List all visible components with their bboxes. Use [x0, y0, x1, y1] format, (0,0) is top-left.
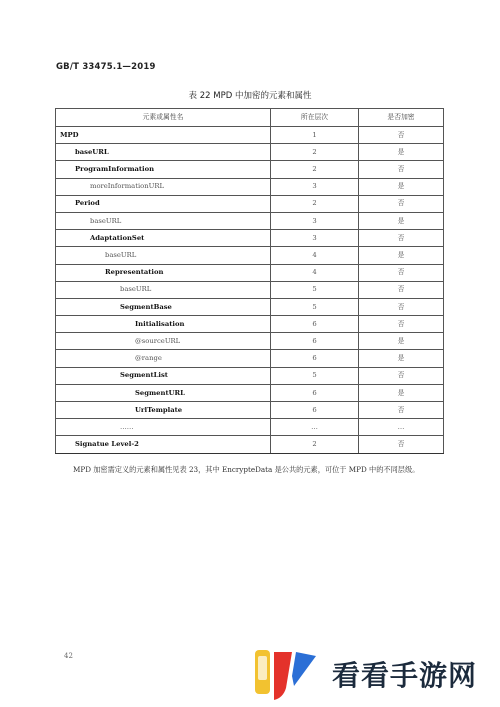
cell-encrypted: 是 — [359, 333, 444, 350]
cell-encrypted: 否 — [359, 161, 444, 178]
table-title: 表 22 MPD 中加密的元素和属性 — [188, 91, 312, 101]
table-row — [56, 178, 444, 195]
watermark-logo-icon — [252, 646, 324, 704]
cell-encrypted: 是 — [359, 178, 444, 195]
cell-level: 3 — [271, 178, 359, 195]
table-row — [56, 195, 444, 212]
table-row — [56, 333, 444, 350]
cell-element-name: UrlTemplate — [56, 402, 271, 419]
cell-encrypted: 是 — [359, 212, 444, 229]
table-row — [56, 384, 444, 401]
watermark-text: 看看手游网 — [332, 659, 478, 692]
table-row — [56, 402, 444, 419]
cell-encrypted: 否 — [359, 298, 444, 315]
page-number: 42 — [64, 652, 73, 660]
cell-level: 6 — [271, 350, 359, 367]
cell-element-name: SegmentList — [56, 367, 271, 384]
site-watermark — [252, 646, 478, 702]
cell-level: 3 — [271, 212, 359, 229]
cell-level: 1 — [271, 127, 359, 144]
column-header-level: 所在层次 — [271, 109, 359, 127]
cell-element-name: Period — [56, 195, 271, 212]
table-row — [56, 230, 444, 247]
column-header-name: 元素或属性名 — [56, 109, 271, 127]
cell-level: 2 — [271, 144, 359, 161]
cell-element-name: ProgramInformation — [56, 161, 271, 178]
cell-level: 6 — [271, 316, 359, 333]
cell-level: 6 — [271, 402, 359, 419]
cell-element-name: …… — [56, 419, 271, 436]
table-row — [56, 281, 444, 298]
cell-level: 2 — [271, 195, 359, 212]
cell-encrypted: … — [359, 419, 444, 436]
cell-level: … — [271, 419, 359, 436]
cell-element-name: @sourceURL — [56, 333, 271, 350]
cell-encrypted: 否 — [359, 436, 444, 453]
table-row — [56, 367, 444, 384]
cell-encrypted: 是 — [359, 144, 444, 161]
cell-level: 3 — [271, 230, 359, 247]
cell-encrypted: 是 — [359, 384, 444, 401]
table-row — [56, 127, 444, 144]
cell-level: 4 — [271, 264, 359, 281]
table-row — [56, 264, 444, 281]
cell-level: 5 — [271, 281, 359, 298]
cell-element-name: Initialisation — [56, 316, 271, 333]
cell-level: 5 — [271, 298, 359, 315]
cell-element-name: Signatue Level-2 — [56, 436, 271, 453]
table-header-row — [56, 109, 444, 127]
cell-element-name: AdaptationSet — [56, 230, 271, 247]
table-body — [56, 127, 444, 454]
cell-element-name: Representation — [56, 264, 271, 281]
table-row — [56, 419, 444, 436]
cell-level: 5 — [271, 367, 359, 384]
table-row — [56, 350, 444, 367]
cell-element-name: baseURL — [56, 281, 271, 298]
cell-level: 4 — [271, 247, 359, 264]
cell-element-name: baseURL — [56, 247, 271, 264]
column-header-encrypted: 是否加密 — [359, 109, 444, 127]
cell-level: 2 — [271, 436, 359, 453]
table-row — [56, 247, 444, 264]
cell-encrypted: 否 — [359, 230, 444, 247]
table-row — [56, 316, 444, 333]
table-row — [56, 144, 444, 161]
table-row — [56, 212, 444, 229]
mpd-elements-table — [55, 108, 444, 454]
cell-encrypted: 否 — [359, 264, 444, 281]
cell-encrypted: 否 — [359, 316, 444, 333]
cell-encrypted: 否 — [359, 367, 444, 384]
cell-encrypted: 否 — [359, 402, 444, 419]
cell-level: 6 — [271, 333, 359, 350]
cell-element-name: moreInformationURL — [56, 178, 271, 195]
cell-element-name: baseURL — [56, 144, 271, 161]
cell-element-name: MPD — [56, 127, 271, 144]
cell-element-name: baseURL — [56, 212, 271, 229]
cell-encrypted: 否 — [359, 281, 444, 298]
cell-level: 2 — [271, 161, 359, 178]
table-row — [56, 298, 444, 315]
body-paragraph: MPD 加密需定义的元素和属性见表 23，其中 EncrypteData 是公共的元素，可位于 MPD 中的不同层级。 — [73, 465, 420, 474]
cell-encrypted: 是 — [359, 350, 444, 367]
cell-element-name: @range — [56, 350, 271, 367]
table-row — [56, 436, 444, 453]
cell-level: 6 — [271, 384, 359, 401]
cell-encrypted: 否 — [359, 127, 444, 144]
cell-encrypted: 否 — [359, 195, 444, 212]
cell-encrypted: 是 — [359, 247, 444, 264]
cell-element-name: SegmentBase — [56, 298, 271, 315]
standard-code: GB/T 33475.1—2019 — [56, 62, 156, 72]
cell-element-name: SegmentURL — [56, 384, 271, 401]
table-row — [56, 161, 444, 178]
